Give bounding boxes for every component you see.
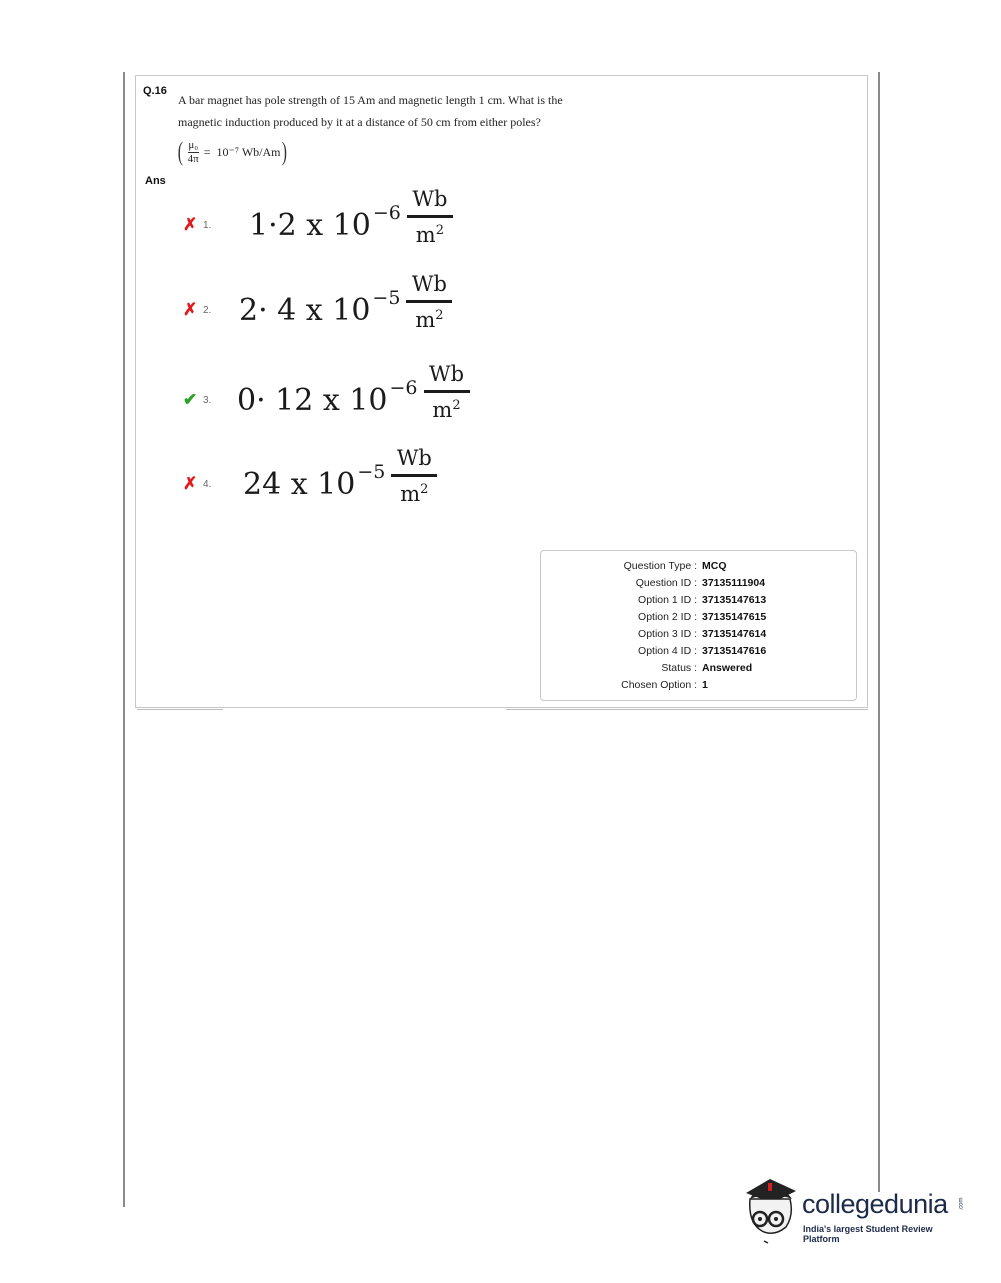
option-expression — [243, 446, 437, 516]
option-exponent: −6 — [389, 377, 418, 399]
info-question-type — [541, 560, 856, 577]
page-left-rule — [123, 72, 125, 1207]
logo-com-suffix: .com — [958, 1197, 965, 1211]
unit-power: 2 — [435, 308, 444, 323]
info-value: 37135147616 — [702, 645, 767, 657]
option-number: 1. — [203, 219, 212, 231]
option-4[interactable] — [183, 446, 437, 516]
unit-numerator: Wb — [412, 187, 448, 211]
info-value: 37135147614 — [702, 628, 767, 640]
info-key: Question Type : — [623, 560, 697, 572]
info-key: Option 4 ID : — [638, 645, 697, 657]
unit-fraction-bar — [391, 474, 437, 477]
unit-base: m — [400, 482, 421, 506]
logo-wordmark: collegedunia — [802, 1189, 948, 1219]
fraction-numerator: μ₀ — [188, 138, 199, 151]
option-exponent: −6 — [372, 202, 401, 224]
unit-numerator: Wb — [411, 272, 447, 296]
info-key: Chosen Option : — [621, 679, 697, 691]
info-value: Answered — [702, 662, 753, 674]
bottom-rule-left — [137, 709, 223, 710]
wrong-mark-icon: ✗ — [183, 300, 198, 319]
mascot-icon — [740, 1175, 802, 1245]
answer-label: Ans — [145, 175, 166, 187]
unit-denominator — [400, 482, 428, 510]
info-question-id — [541, 577, 856, 594]
info-option-1-id — [541, 594, 856, 611]
question-info-box — [540, 550, 857, 701]
option-number: 3. — [203, 394, 212, 406]
question-line-2: magnetic induction produced by it at a distance of 50 cm from either poles? — [178, 115, 541, 129]
info-value: 37135147613 — [702, 594, 767, 606]
option-mantissa: 1·2 x 10 — [249, 207, 371, 243]
unit-fraction-bar — [407, 215, 453, 218]
question-line-1: A bar magnet has pole strength of 15 Am and magnetic length 1 cm. What is the — [178, 93, 563, 107]
equals-sign: = — [203, 144, 211, 159]
option-expression — [249, 187, 453, 257]
option-mantissa: 24 x 10 — [243, 466, 356, 502]
info-key: Option 1 ID : — [638, 594, 697, 606]
fraction-denominator: 4π — [187, 152, 199, 165]
info-key: Option 2 ID : — [638, 611, 697, 623]
info-chosen-option — [541, 679, 856, 696]
unit-fraction-bar — [424, 390, 470, 393]
info-value: 1 — [702, 679, 708, 691]
option-expression — [239, 272, 452, 342]
page-right-rule — [878, 72, 880, 1192]
option-exponent: −5 — [357, 461, 386, 483]
collegedunia-logo[interactable] — [740, 1175, 970, 1245]
option-number: 4. — [203, 478, 212, 490]
info-key: Option 3 ID : — [638, 628, 697, 640]
option-unit — [406, 272, 452, 336]
unit-base: m — [415, 223, 436, 247]
info-key: Question ID : — [635, 577, 697, 589]
unit-power: 2 — [452, 398, 461, 413]
info-option-3-id — [541, 628, 856, 645]
unit-denominator — [416, 223, 444, 251]
option-expression — [237, 362, 470, 432]
info-status — [541, 662, 856, 679]
info-option-4-id — [541, 645, 856, 662]
bottom-rule-right — [506, 709, 868, 710]
given-constant — [176, 136, 289, 168]
question-number: Q.16 — [143, 85, 167, 97]
info-key: Status : — [661, 662, 697, 674]
unit-fraction-bar — [406, 300, 452, 303]
option-mantissa: 2· 4 x 10 — [239, 292, 371, 328]
option-3[interactable] — [183, 362, 470, 432]
unit-power: 2 — [420, 482, 429, 497]
given-value: 10⁻⁷ Wb/Am — [216, 144, 281, 159]
info-value: 37135147615 — [702, 611, 767, 623]
info-value: MCQ — [702, 560, 727, 572]
logo-tagline: India's largest Student Review Platform — [803, 1224, 933, 1244]
unit-power: 2 — [435, 223, 444, 238]
option-1[interactable] — [183, 187, 453, 257]
unit-numerator: Wb — [429, 362, 465, 386]
option-unit — [424, 362, 470, 426]
option-exponent: −5 — [372, 287, 401, 309]
option-unit — [407, 187, 453, 251]
option-number: 2. — [203, 304, 212, 316]
unit-numerator: Wb — [396, 446, 432, 470]
unit-base: m — [415, 308, 436, 332]
open-paren: ( — [177, 137, 183, 166]
close-paren: ) — [282, 137, 288, 166]
option-2[interactable] — [183, 272, 452, 342]
mu-over-4pi-fraction — [188, 140, 199, 165]
question-text — [178, 89, 658, 133]
correct-check-icon: ✔ — [183, 390, 198, 409]
unit-base: m — [432, 398, 453, 422]
wrong-mark-icon: ✗ — [183, 474, 198, 493]
wrong-mark-icon: ✗ — [183, 215, 198, 234]
info-value: 37135111904 — [702, 577, 766, 589]
unit-denominator — [432, 398, 460, 426]
info-option-2-id — [541, 611, 856, 628]
option-unit — [391, 446, 437, 510]
unit-denominator — [415, 308, 443, 336]
option-mantissa: 0· 12 x 10 — [237, 382, 388, 418]
